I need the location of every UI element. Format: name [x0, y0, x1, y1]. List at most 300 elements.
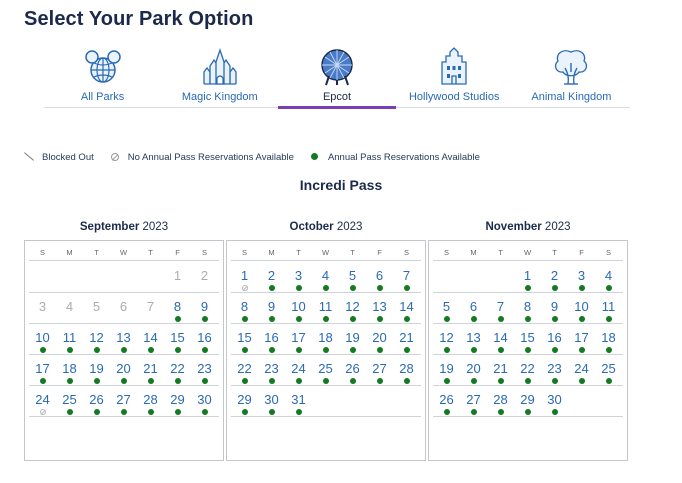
day-number: 9 [200, 299, 209, 314]
calendar-day[interactable] [595, 293, 622, 323]
weekday-label: T [148, 248, 153, 257]
calendar-day[interactable] [514, 262, 541, 292]
calendar-day[interactable] [541, 324, 568, 354]
day-number: 22 [170, 361, 185, 376]
day-number: 10 [291, 299, 306, 314]
tower-of-terror-icon [434, 46, 474, 86]
calendar-day[interactable] [83, 355, 110, 385]
available-dot-icon [242, 378, 248, 384]
available-dot-icon [471, 378, 477, 384]
available-dot-icon [67, 378, 73, 384]
day-number: 14 [399, 299, 414, 314]
calendar-day[interactable] [393, 262, 420, 292]
month-title [226, 221, 426, 233]
weekday-label: T [350, 248, 355, 257]
available-dot-icon [175, 316, 181, 322]
calendar-day[interactable] [191, 293, 218, 323]
calendar-day[interactable] [568, 262, 595, 292]
day-number: 28 [493, 392, 508, 407]
available-dot-icon [606, 316, 612, 322]
available-dot-icon [40, 378, 46, 384]
tab-magic-kingdom[interactable] [161, 40, 278, 107]
calendar-day[interactable] [393, 355, 420, 385]
calendar-day[interactable] [514, 324, 541, 354]
calendar-day[interactable] [393, 293, 420, 323]
calendar-day[interactable] [83, 386, 110, 416]
calendar-day[interactable] [339, 262, 366, 292]
day-number: 2 [550, 268, 559, 283]
day-number: 30 [264, 392, 279, 407]
day-number: 24 [574, 361, 589, 376]
available-dot-icon [350, 285, 356, 291]
tab-hollywood-studios[interactable] [396, 40, 513, 107]
calendar-day[interactable] [56, 386, 83, 416]
weekday-label: W [321, 248, 330, 257]
available-dot-icon [323, 347, 329, 353]
calendar-day [29, 293, 56, 323]
calendar-day[interactable] [312, 324, 339, 354]
day-number: 11 [62, 330, 77, 345]
available-dot-icon [202, 316, 208, 322]
calendar-day[interactable] [312, 293, 339, 323]
calendar-day[interactable] [164, 324, 191, 354]
weekday-label: T [296, 248, 301, 257]
calendar-day[interactable] [110, 355, 137, 385]
day-number: 3 [294, 268, 303, 283]
calendar-day[interactable] [460, 293, 487, 323]
day-number: 15 [237, 330, 252, 345]
available-dot-icon [377, 378, 383, 384]
available-dot-icon [202, 409, 208, 415]
available-dot-icon [377, 347, 383, 353]
weekday-label: F [579, 248, 584, 257]
legend-no-reservations [110, 152, 294, 163]
day-number: 6 [119, 299, 128, 314]
no-reservations-icon [40, 409, 46, 415]
calendar-november [428, 240, 628, 461]
calendar-week [29, 355, 219, 386]
day-number: 13 [116, 330, 131, 345]
calendar-week [29, 293, 219, 324]
calendar-day[interactable] [231, 386, 258, 416]
available-dot-icon [404, 285, 410, 291]
available-dot-icon [148, 378, 154, 384]
day-number: 9 [550, 299, 559, 314]
legend-label: Blocked Out [42, 151, 94, 163]
month-name: November [485, 221, 542, 233]
calendar-day[interactable] [433, 293, 460, 323]
calendar-day [191, 262, 218, 292]
day-number: 20 [466, 361, 481, 376]
available-dot-icon [498, 347, 504, 353]
day-number: 12 [89, 330, 104, 345]
available-dot-icon [296, 378, 302, 384]
calendar-day[interactable] [285, 355, 312, 385]
available-dot-icon [444, 409, 450, 415]
day-number: 2 [267, 268, 276, 283]
day-number: 5 [348, 268, 357, 283]
available-dot-icon [498, 316, 504, 322]
calendar-day[interactable] [29, 324, 56, 354]
legend-blocked [24, 152, 94, 163]
day-number: 28 [143, 392, 158, 407]
calendar-day[interactable] [433, 386, 460, 416]
day-number: 2 [200, 268, 209, 283]
calendar-day[interactable] [258, 262, 285, 292]
calendar-day[interactable] [285, 324, 312, 354]
available-dot-icon [121, 409, 127, 415]
calendar-week [231, 262, 421, 293]
spaceship-earth-icon [317, 46, 357, 86]
day-number: 16 [197, 330, 212, 345]
tab-label: Epcot [322, 91, 352, 103]
available-dot-icon [350, 316, 356, 322]
month-name: October [289, 221, 334, 233]
calendar-week [231, 324, 421, 355]
calendar-day[interactable] [285, 386, 312, 416]
calendar-day[interactable] [29, 355, 56, 385]
available-dot-icon [471, 347, 477, 353]
calendar-day[interactable] [56, 355, 83, 385]
calendar-week [433, 324, 623, 355]
calendar-week [231, 355, 421, 386]
available-dot-icon [296, 347, 302, 353]
day-number: 23 [197, 361, 212, 376]
calendar-day[interactable] [258, 355, 285, 385]
available-dot-icon [94, 378, 100, 384]
day-number: 11 [318, 299, 333, 314]
day-number: 1 [523, 268, 532, 283]
calendar-week [433, 355, 623, 386]
available-dot-icon [498, 409, 504, 415]
weekday-label: S [605, 248, 611, 257]
day-number: 31 [291, 392, 306, 407]
calendar-day[interactable] [110, 324, 137, 354]
day-number: 25 [62, 392, 77, 407]
available-dot-icon [525, 409, 531, 415]
calendar-day[interactable] [541, 262, 568, 292]
day-number: 4 [604, 268, 613, 283]
available-dot-icon [175, 409, 181, 415]
available-dot-icon [296, 316, 302, 322]
available-dot-icon [471, 316, 477, 322]
weekday-label: S [241, 248, 247, 257]
calendar-day[interactable] [568, 355, 595, 385]
tab-all-parks[interactable] [44, 40, 161, 107]
calendar-day[interactable] [393, 324, 420, 354]
day-number: 12 [439, 330, 454, 345]
calendar-day[interactable] [339, 293, 366, 323]
day-number: 15 [170, 330, 185, 345]
available-dot-icon [444, 347, 450, 353]
weekday-label: T [498, 248, 503, 257]
available-dot-icon [606, 347, 612, 353]
available-dot-icon [242, 409, 248, 415]
calendar-day[interactable] [258, 324, 285, 354]
calendar-day[interactable] [595, 355, 622, 385]
available-dot-icon [175, 347, 181, 353]
calendar-day[interactable] [312, 262, 339, 292]
calendar-day[interactable] [487, 293, 514, 323]
calendar-day[interactable] [460, 355, 487, 385]
tab-label: Animal Kingdom [531, 91, 612, 103]
calendar-september [24, 240, 224, 461]
day-number: 15 [520, 330, 535, 345]
day-number: 8 [240, 299, 249, 314]
day-number: 29 [520, 392, 535, 407]
day-number: 16 [547, 330, 562, 345]
available-dot-icon [323, 285, 329, 291]
weekday-header [231, 245, 421, 261]
month-name: September [79, 221, 140, 233]
day-number: 6 [469, 299, 478, 314]
calendar-week [29, 324, 219, 355]
day-number: 1 [240, 268, 249, 283]
available-dot-icon [94, 409, 100, 415]
day-number: 30 [547, 392, 562, 407]
calendar-day[interactable] [366, 324, 393, 354]
available-dot-icon [498, 378, 504, 384]
day-number: 22 [520, 361, 535, 376]
tab-epcot[interactable] [278, 40, 395, 107]
available-dot-icon [121, 378, 127, 384]
available-dot-icon [67, 409, 73, 415]
available-dot-icon [175, 378, 181, 384]
calendar-week [29, 386, 219, 417]
tab-label: All Parks [80, 91, 125, 103]
calendar-day[interactable] [433, 324, 460, 354]
calendar-day[interactable] [164, 293, 191, 323]
calendar-week [231, 386, 421, 417]
day-number: 29 [237, 392, 252, 407]
no-reservations-icon [242, 285, 248, 291]
calendar-day[interactable] [339, 324, 366, 354]
available-dot-icon [377, 316, 383, 322]
day-number: 30 [197, 392, 212, 407]
day-number: 24 [35, 392, 50, 407]
calendar-day[interactable] [541, 386, 568, 416]
day-number: 10 [35, 330, 50, 345]
mickey-globe-icon [83, 46, 123, 86]
legend [24, 150, 496, 164]
available-dot-icon [67, 347, 73, 353]
day-number: 27 [116, 392, 131, 407]
weekday-label: S [403, 248, 409, 257]
calendar-day[interactable] [487, 355, 514, 385]
available-dot-icon [552, 409, 558, 415]
day-number: 5 [442, 299, 451, 314]
available-dot-icon [552, 316, 558, 322]
day-number: 29 [170, 392, 185, 407]
day-number: 17 [35, 361, 50, 376]
weekday-label: W [119, 248, 128, 257]
calendar-day[interactable] [366, 293, 393, 323]
day-number: 17 [574, 330, 589, 345]
available-dot-icon [148, 409, 154, 415]
day-number: 19 [345, 330, 360, 345]
calendar-week [29, 262, 219, 293]
calendar-day[interactable] [460, 324, 487, 354]
calendar-day[interactable] [83, 324, 110, 354]
calendar-day[interactable] [285, 293, 312, 323]
weekday-label: S [201, 248, 207, 257]
day-number: 22 [237, 361, 252, 376]
month-title [428, 221, 628, 233]
calendar-day[interactable] [110, 386, 137, 416]
calendar-day [110, 293, 137, 323]
available-dot-icon [242, 347, 248, 353]
day-number: 3 [38, 299, 47, 314]
calendar-day[interactable] [514, 293, 541, 323]
day-number: 26 [345, 361, 360, 376]
weekday-label: M [66, 248, 73, 257]
page-title: Select Your Park Option [24, 8, 254, 30]
weekday-label: M [268, 248, 275, 257]
day-number: 4 [321, 268, 330, 283]
calendar-day [56, 293, 83, 323]
available-dot-icon [525, 285, 531, 291]
available-dot-icon [269, 316, 275, 322]
available-dot-icon [202, 378, 208, 384]
available-dot-icon [242, 316, 248, 322]
calendar-day[interactable] [595, 324, 622, 354]
day-number: 9 [267, 299, 276, 314]
available-dot-icon [350, 378, 356, 384]
calendar-day[interactable] [568, 293, 595, 323]
calendar-week [433, 386, 623, 417]
day-number: 8 [523, 299, 532, 314]
day-number: 11 [601, 299, 616, 314]
day-number: 27 [466, 392, 481, 407]
available-dot-icon [552, 347, 558, 353]
day-number: 25 [601, 361, 616, 376]
day-number: 28 [399, 361, 414, 376]
day-number: 21 [143, 361, 158, 376]
park-tabs [44, 40, 630, 108]
day-number: 16 [264, 330, 279, 345]
calendar-day[interactable] [366, 262, 393, 292]
available-dot-icon [94, 347, 100, 353]
calendar-day[interactable] [487, 386, 514, 416]
day-number: 14 [143, 330, 158, 345]
calendar-day[interactable] [541, 293, 568, 323]
calendar-day[interactable] [595, 262, 622, 292]
calendar-day[interactable] [285, 262, 312, 292]
weekday-label: S [443, 248, 449, 257]
day-number: 6 [375, 268, 384, 283]
day-number: 13 [372, 299, 387, 314]
calendar-day[interactable] [258, 386, 285, 416]
legend-label: No Annual Pass Reservations Available [127, 151, 294, 163]
calendar-day[interactable] [231, 293, 258, 323]
calendar-day[interactable] [137, 355, 164, 385]
day-number: 7 [146, 299, 155, 314]
calendar-day[interactable] [258, 293, 285, 323]
day-number: 10 [574, 299, 589, 314]
available-dot-icon [404, 316, 410, 322]
weekday-label: T [94, 248, 99, 257]
available-dot-icon [404, 347, 410, 353]
no-reservations-icon [110, 152, 120, 162]
day-number: 25 [318, 361, 333, 376]
calendar-day[interactable] [231, 324, 258, 354]
available-dot-icon [323, 316, 329, 322]
available-dot-icon [40, 347, 46, 353]
available-dot-icon [579, 347, 585, 353]
calendar-week [433, 293, 623, 324]
calendar-day[interactable] [164, 355, 191, 385]
available-dot-icon [471, 409, 477, 415]
available-dot-icon [148, 347, 154, 353]
available-dot-icon [552, 378, 558, 384]
legend-available [310, 152, 480, 163]
calendar-day[interactable] [191, 324, 218, 354]
month-year: 2023 [544, 221, 571, 233]
day-number: 19 [89, 361, 104, 376]
calendar-day[interactable] [231, 355, 258, 385]
tab-animal-kingdom[interactable] [513, 40, 630, 107]
day-number: 26 [439, 392, 454, 407]
calendar-day [231, 262, 258, 292]
weekday-header [433, 245, 623, 261]
calendar-day[interactable] [191, 386, 218, 416]
available-dot-icon [323, 378, 329, 384]
day-number: 7 [496, 299, 505, 314]
day-number: 19 [439, 361, 454, 376]
calendar-day[interactable] [433, 355, 460, 385]
day-number: 17 [291, 330, 306, 345]
available-dot-icon [579, 378, 585, 384]
day-number: 7 [402, 268, 411, 283]
calendar-day[interactable] [339, 355, 366, 385]
month-year: 2023 [336, 221, 363, 233]
available-dot-icon [269, 409, 275, 415]
day-number: 5 [92, 299, 101, 314]
day-number: 3 [577, 268, 586, 283]
calendar-day[interactable] [56, 324, 83, 354]
calendar-day[interactable] [541, 355, 568, 385]
calendar-day[interactable] [137, 386, 164, 416]
calendar-day[interactable] [487, 324, 514, 354]
available-dot-icon [579, 316, 585, 322]
calendar-day[interactable] [568, 324, 595, 354]
calendar-day[interactable] [460, 386, 487, 416]
weekday-label: F [175, 248, 180, 257]
calendar-week [433, 262, 623, 293]
day-number: 23 [264, 361, 279, 376]
available-dot-icon [269, 378, 275, 384]
calendar-day[interactable] [137, 324, 164, 354]
calendar-day[interactable] [514, 386, 541, 416]
calendar-day[interactable] [366, 355, 393, 385]
day-number: 20 [116, 361, 131, 376]
tree-of-life-icon [551, 46, 591, 86]
month-year: 2023 [142, 221, 169, 233]
available-dot-icon [296, 285, 302, 291]
calendar-day[interactable] [164, 386, 191, 416]
day-number: 13 [466, 330, 481, 345]
calendar-day[interactable] [312, 355, 339, 385]
weekday-label: T [552, 248, 557, 257]
day-number: 8 [173, 299, 182, 314]
calendar-day[interactable] [514, 355, 541, 385]
calendar-day[interactable] [191, 355, 218, 385]
available-dot-icon [350, 347, 356, 353]
day-number: 18 [62, 361, 77, 376]
calendar-day [164, 262, 191, 292]
legend-label: Annual Pass Reservations Available [327, 151, 480, 163]
day-number: 12 [345, 299, 360, 314]
